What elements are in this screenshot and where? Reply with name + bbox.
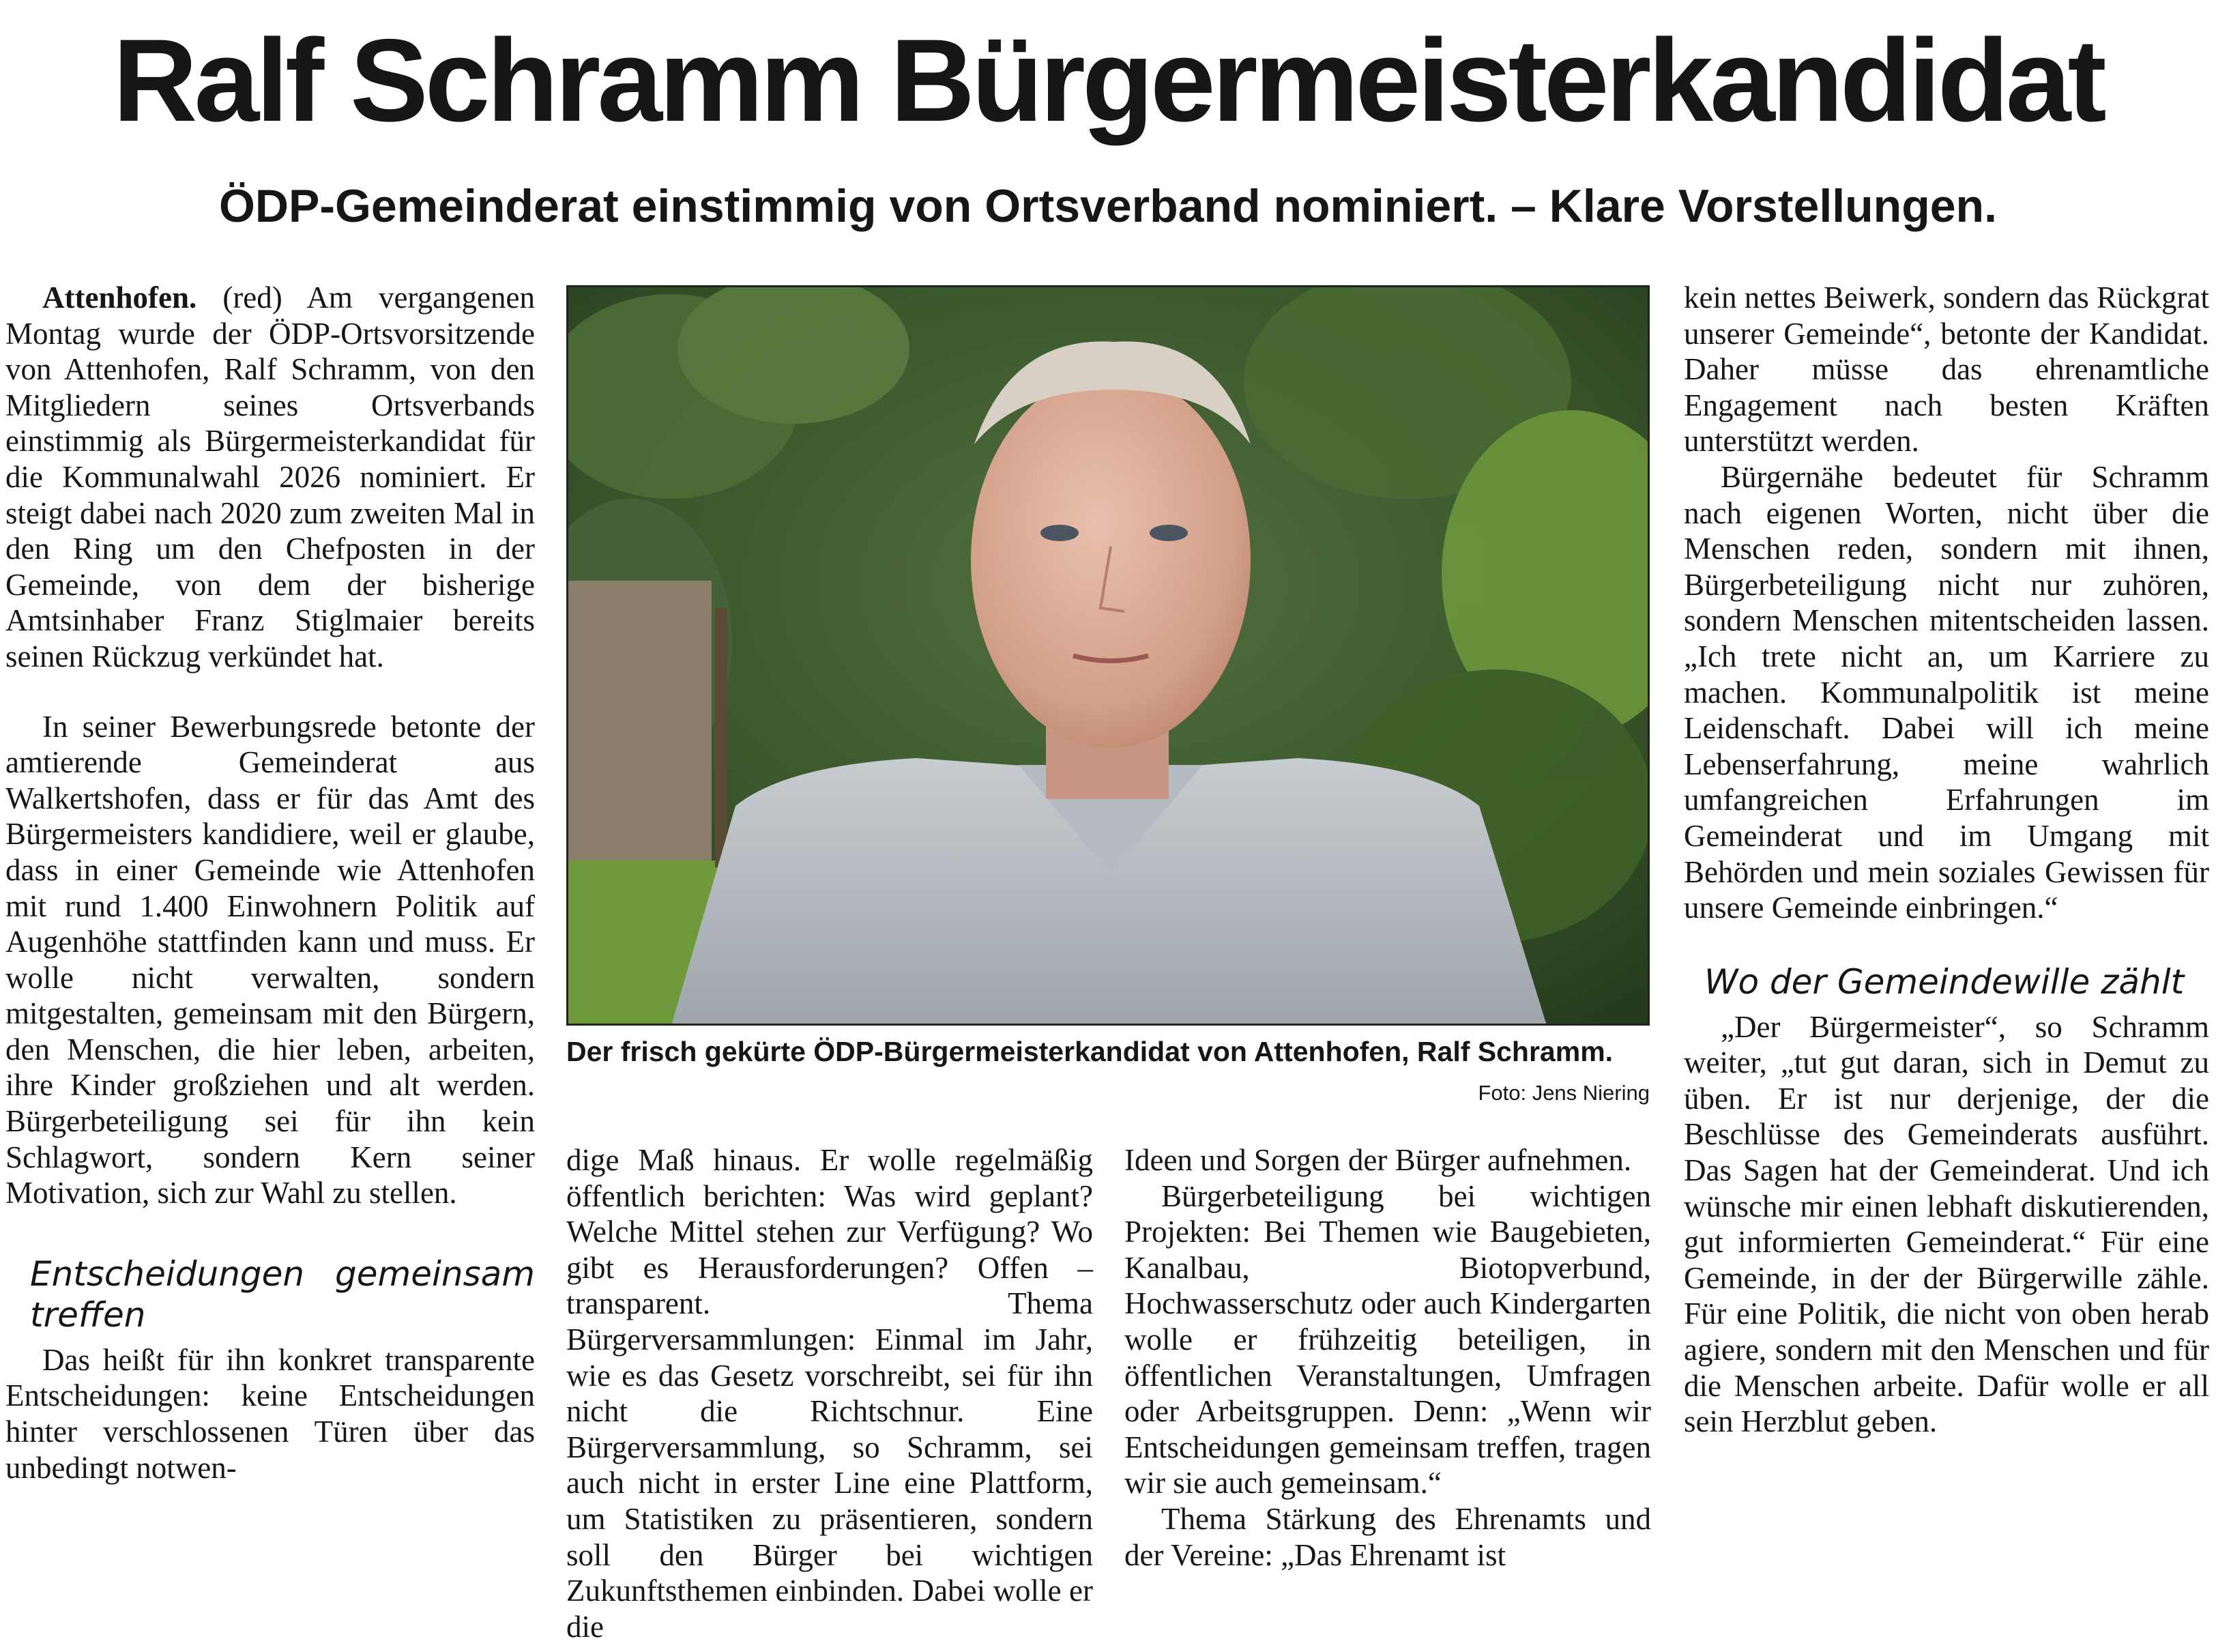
photo-caption: Der frisch gekürte ÖDP-Bürgermeisterkandidat von Attenhofen, Ralf Schramm. [566, 1036, 1614, 1067]
paragraph: Ideen und Sorgen der Bürger aufnehmen. [1124, 1143, 1632, 1177]
article-column-1 [5, 280, 535, 1486]
paragraph: kein nettes Beiwerk, sondern das Rückgrat unserer Gemeinde“, betonte der Kandidat. Daher müsse das ehrenamtliche Engagement nach besten Kräften unterstützt werden. [1684, 280, 2209, 459]
dateline-place: Attenhofen. [42, 280, 197, 315]
photo-credit: Foto: Jens Niering [1478, 1081, 1650, 1105]
article-column-3 [1124, 1142, 1651, 1573]
paragraph: Bürgernähe bedeutet für Schramm nach eigenen Worten, nicht über die Menschen reden, sondern mit ihnen, Bürgerbeteiligung nicht nur zuhören, sondern Menschen mitentscheiden lassen. „Ich trete nicht an, um Karriere zu machen. Kommunalpolitik ist meine Leidenschaft. Dabei will ich meine Lebenserfahrung, meine wahrlich umfangreichen Erfahrungen im Gemeinderat und im Umgang mit Behörden und mein soziales Gewissen für unsere Gemeinde einbringen.“ [1684, 459, 2209, 925]
paragraph: Thema Stärkung des Ehrenamts und der Vereine: „Das Ehrenamt ist [1124, 1501, 1651, 1572]
article-column-4 [1684, 280, 2209, 1440]
paragraph-text: (red) Am vergangenen Montag wurde der ÖDP-Ortsvorsitzende von Attenhofen, Ralf Schramm, von den Mitgliedern seines Ortsverbands einstimmig als Bürgermeisterkandidat für die Kommunalwahl 2026 nominiert. Er steigt dabei nach 2020 zum zweiten Mal in den Ring um den Chefposten in der Gemeinde, von dem der bisherige Amtsinhaber Franz Stiglmaier bereits seinen Rückzug verkündet hat. [5, 280, 536, 673]
headline: Ralf Schramm Bürgermeisterkandidat [113, 15, 2103, 146]
paragraph: Bürgerbeteiligung bei wichtigen Projekten: Bei Themen wie Baugebieten, Kanalbau, Biotopverbund, Hochwasserschutz oder auch Kindergarten wolle er frühzeitig beteiligen, in öffentlichen Veranstaltungen, Umfragen oder Arbeitsgruppen. Denn: „Wenn wir Entscheidungen gemeinsam treffen, tragen wir sie auch gemeinsam.“ [1124, 1178, 1651, 1501]
subheadline: ÖDP-Gemeinderat einstimmig von Ortsverband nominiert. – Klare Vorstellungen. [219, 180, 1997, 232]
paragraph: „Der Bürgermeister“, so Schramm weiter, „tut gut daran, sich in Demut zu üben. Er ist nur derjenige, der die Beschlüsse des Gemeinderats ausführt. Das Sagen hat der Gemeinderat. Und ich wünsche mir einen lebhaft diskutierenden, gut informierten Gemeinderat.“ Für eine Gemeinde, in der der Bürgerwille zähle. Für eine Politik, die nicht von oben herab agiere, sondern mit den Menschen und für die Menschen arbeite. Dafür wolle er all sein Herzblut geben. [1684, 1009, 2209, 1439]
paragraph: Das heißt für ihn konkret transparente Entscheidungen: keine Entscheidungen hinter verschlossenen Türen über das unbedingt notwen- [5, 1342, 535, 1485]
portrait-illustration [568, 287, 1650, 1026]
candidate-photo [566, 285, 1650, 1026]
paragraph: dige Maß hinaus. Er wolle regelmäßig öffentlich berichten: Was wird geplant? Welche Mittel stehen zur Verfügung? Wo gibt es Herausforderungen? Offen – transparent. Thema Bürgerversammlungen: Einmal im Jahr, wie es das Gesetz vorschreibt, sei für ihn nicht die Richtschnur. Eine Bürgerversammlung, so Schramm, sei auch nicht in erster Line eine Plattform, um Statistiken zu präsentieren, sondern soll den Bürger bei wichtigen Zukunftsthemen einbinden. Dabei wolle er die [566, 1143, 1093, 1644]
paragraph: In seiner Bewerbungsrede betonte der amtierende Gemeinderat aus Walkertshofen, dass er für das Amt des Bürgermeisters kandidiere, weil er glaube, dass in einer Gemeinde wie Attenhofen mit rund 1.400 Einwohnern Politik auf Augenhöhe stattfinden kann und muss. Er wolle nicht verwalten, sondern mitgestalten, gemeinsam mit den Bürgern, den Menschen, die hier leben, arbeiten, ihre Kinder großziehen und alt werden. Bürgerbeteiligung sei für ihn kein Schlagwort, sondern Kern seiner Motivation, sich zur Wahl zu stellen. [5, 709, 535, 1211]
article-column-2 [566, 1142, 1093, 1644]
subheading-gemeindewille: Wo der Gemeindewille zählt [1704, 961, 2185, 1002]
subheading-entscheidungen: Entscheidungen gemeinsam treffen [30, 1254, 535, 1335]
paragraph [5, 280, 535, 675]
